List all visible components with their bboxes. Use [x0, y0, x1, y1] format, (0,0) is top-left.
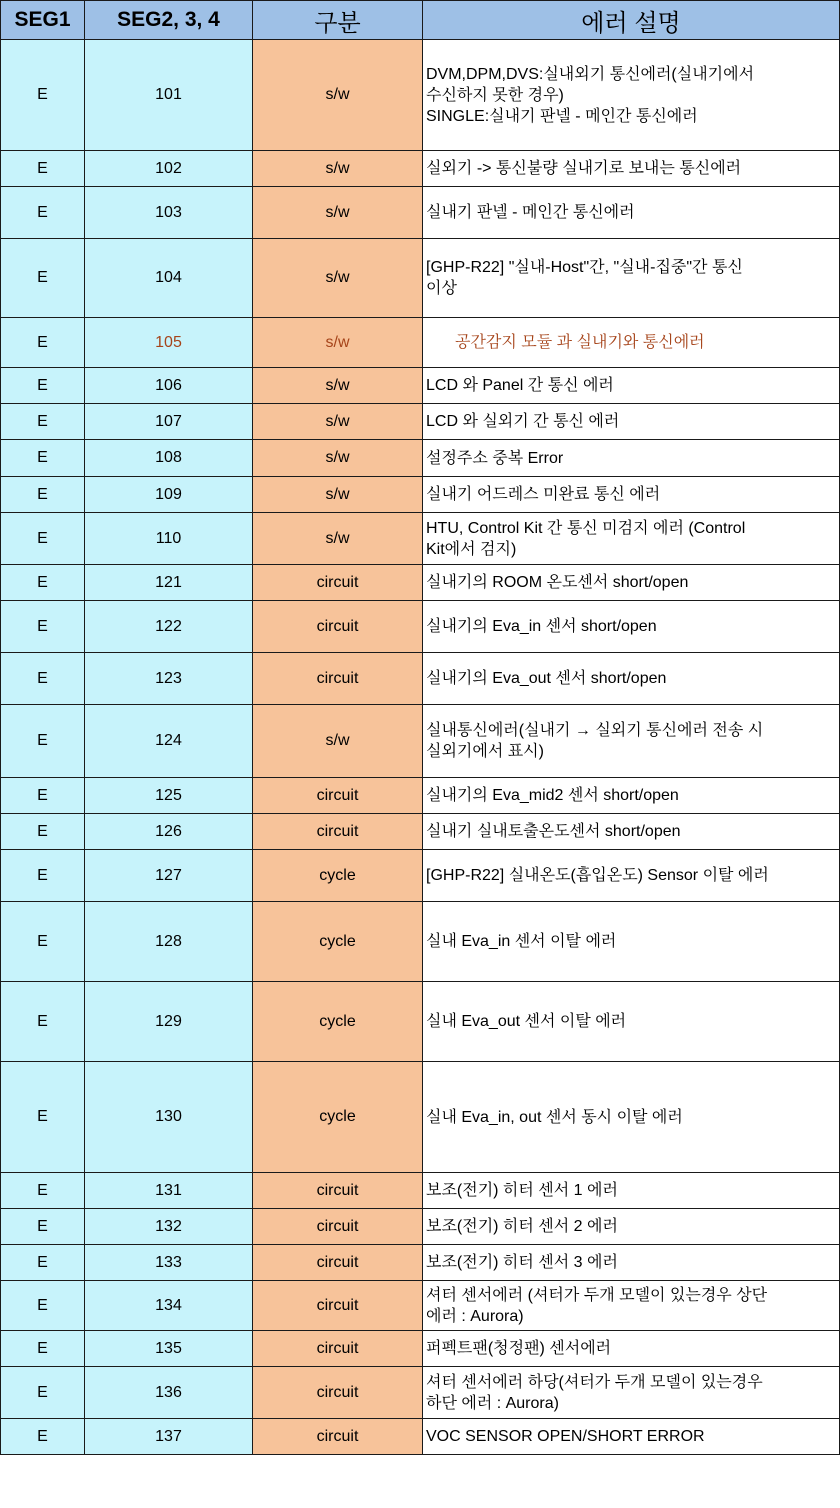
description-cell: 실내기 판넬 - 메인간 통신에러	[423, 187, 840, 239]
code-cell: 123	[85, 653, 253, 705]
description-cell: [GHP-R22] "실내-Host"간, "실내-집중"간 통신 이상	[423, 239, 840, 318]
seg1-cell: E	[1, 440, 85, 477]
category-cell: s/w	[253, 513, 423, 565]
seg1-cell: E	[1, 1245, 85, 1281]
description-cell: 퍼펙트팬(청정팬) 센서에러	[423, 1331, 840, 1367]
description-cell: 실내기의 Eva_mid2 센서 short/open	[423, 778, 840, 814]
description-cell: 실내기의 Eva_in 센서 short/open	[423, 601, 840, 653]
table-row	[1, 1209, 840, 1245]
category-cell: s/w	[253, 440, 423, 477]
description-cell: [GHP-R22] 실내온도(흡입온도) Sensor 이탈 에러	[423, 850, 840, 902]
description-cell: 셔터 센서에러 하당(셔터가 두개 모델이 있는경우 하단 에러 : Aurora)	[423, 1367, 840, 1419]
code-cell: 133	[85, 1245, 253, 1281]
category-cell: circuit	[253, 1245, 423, 1281]
category-cell: s/w	[253, 40, 423, 151]
header-seg1: SEG1	[1, 1, 85, 40]
code-cell: 106	[85, 368, 253, 404]
description-cell: 실내 Eva_out 센서 이탈 에러	[423, 982, 840, 1062]
code-cell: 125	[85, 778, 253, 814]
seg1-cell: E	[1, 368, 85, 404]
table-row	[1, 40, 840, 151]
code-cell: 110	[85, 513, 253, 565]
seg1-cell: E	[1, 1281, 85, 1331]
table-row	[1, 1173, 840, 1209]
table-row	[1, 318, 840, 368]
code-cell: 104	[85, 239, 253, 318]
category-cell: circuit	[253, 1419, 423, 1455]
description-cell: VOC SENSOR OPEN/SHORT ERROR	[423, 1419, 840, 1455]
code-cell: 103	[85, 187, 253, 239]
seg1-cell: E	[1, 1173, 85, 1209]
header-description: 에러 설명	[423, 1, 840, 40]
table-row	[1, 1419, 840, 1455]
category-cell: cycle	[253, 982, 423, 1062]
table-row	[1, 513, 840, 565]
category-cell: circuit	[253, 814, 423, 850]
category-cell: s/w	[253, 705, 423, 778]
code-cell: 134	[85, 1281, 253, 1331]
code-cell: 135	[85, 1331, 253, 1367]
code-cell: 109	[85, 477, 253, 513]
code-cell: 101	[85, 40, 253, 151]
category-cell: s/w	[253, 318, 423, 368]
category-cell: circuit	[253, 1367, 423, 1419]
table-row	[1, 850, 840, 902]
seg1-cell: E	[1, 239, 85, 318]
category-cell: s/w	[253, 187, 423, 239]
description-cell: 실내 Eva_in 센서 이탈 에러	[423, 902, 840, 982]
table-row	[1, 1331, 840, 1367]
code-cell: 122	[85, 601, 253, 653]
seg1-cell: E	[1, 513, 85, 565]
description-cell: 보조(전기) 히터 센서 2 에러	[423, 1209, 840, 1245]
header-category: 구분	[253, 1, 423, 40]
seg1-cell: E	[1, 565, 85, 601]
seg1-cell: E	[1, 902, 85, 982]
table-row	[1, 477, 840, 513]
seg1-cell: E	[1, 653, 85, 705]
table-row	[1, 653, 840, 705]
table-row	[1, 705, 840, 778]
table-row	[1, 565, 840, 601]
seg1-cell: E	[1, 705, 85, 778]
seg1-cell: E	[1, 1062, 85, 1173]
seg1-cell: E	[1, 982, 85, 1062]
description-cell: HTU, Control Kit 간 통신 미검지 에러 (Control Kit에서 검지)	[423, 513, 840, 565]
code-cell: 137	[85, 1419, 253, 1455]
seg1-cell: E	[1, 814, 85, 850]
description-cell: 실내기 어드레스 미완료 통신 에러	[423, 477, 840, 513]
category-cell: s/w	[253, 477, 423, 513]
description-cell: 보조(전기) 히터 센서 3 에러	[423, 1245, 840, 1281]
description-cell: LCD 와 실외기 간 통신 에러	[423, 404, 840, 440]
description-cell: 보조(전기) 히터 센서 1 에러	[423, 1173, 840, 1209]
seg1-cell: E	[1, 187, 85, 239]
table-row	[1, 778, 840, 814]
table-row	[1, 239, 840, 318]
category-cell: s/w	[253, 239, 423, 318]
category-cell: circuit	[253, 1331, 423, 1367]
description-cell: LCD 와 Panel 간 통신 에러	[423, 368, 840, 404]
code-cell: 129	[85, 982, 253, 1062]
description-cell: 실내기의 Eva_out 센서 short/open	[423, 653, 840, 705]
code-cell: 131	[85, 1173, 253, 1209]
table-row	[1, 187, 840, 239]
code-cell: 121	[85, 565, 253, 601]
seg1-cell: E	[1, 477, 85, 513]
code-cell: 105	[85, 318, 253, 368]
category-cell: circuit	[253, 653, 423, 705]
category-cell: cycle	[253, 850, 423, 902]
category-cell: s/w	[253, 404, 423, 440]
table-row	[1, 440, 840, 477]
description-cell: 실내통신에러(실내기 → 실외기 통신에러 전송 시 실외기에서 표시)	[423, 705, 840, 778]
seg1-cell: E	[1, 1367, 85, 1419]
seg1-cell: E	[1, 404, 85, 440]
description-cell: 실내기 실내토출온도센서 short/open	[423, 814, 840, 850]
category-cell: circuit	[253, 1209, 423, 1245]
table-row	[1, 902, 840, 982]
seg1-cell: E	[1, 318, 85, 368]
code-cell: 102	[85, 151, 253, 187]
code-cell: 124	[85, 705, 253, 778]
table-row	[1, 1245, 840, 1281]
table-row	[1, 404, 840, 440]
category-cell: cycle	[253, 902, 423, 982]
category-cell: cycle	[253, 1062, 423, 1173]
code-cell: 136	[85, 1367, 253, 1419]
code-cell: 127	[85, 850, 253, 902]
seg1-cell: E	[1, 151, 85, 187]
category-cell: s/w	[253, 368, 423, 404]
table-row	[1, 814, 840, 850]
code-cell: 128	[85, 902, 253, 982]
category-cell: circuit	[253, 1173, 423, 1209]
seg1-cell: E	[1, 778, 85, 814]
code-cell: 130	[85, 1062, 253, 1173]
description-cell: DVM,DPM,DVS:실내외기 통신에러(실내기에서 수신하지 못한 경우) SINGLE:실내기 판넬 - 메인간 통신에러	[423, 40, 840, 151]
table-row	[1, 1062, 840, 1173]
description-cell: 실외기 -> 통신불량 실내기로 보내는 통신에러	[423, 151, 840, 187]
code-cell: 132	[85, 1209, 253, 1245]
description-cell: 공간감지 모듈 과 실내기와 통신에러	[423, 318, 840, 368]
category-cell: circuit	[253, 565, 423, 601]
description-cell: 셔터 센서에러 (셔터가 두개 모델이 있는경우 상단 에러 : Aurora)	[423, 1281, 840, 1331]
table-row	[1, 1281, 840, 1331]
header-row	[1, 1, 840, 40]
table-row	[1, 1367, 840, 1419]
category-cell: circuit	[253, 778, 423, 814]
category-cell: s/w	[253, 151, 423, 187]
description-cell: 실내 Eva_in, out 센서 동시 이탈 에러	[423, 1062, 840, 1173]
seg1-cell: E	[1, 601, 85, 653]
category-cell: circuit	[253, 601, 423, 653]
table-row	[1, 601, 840, 653]
table-row	[1, 368, 840, 404]
seg1-cell: E	[1, 1209, 85, 1245]
description-cell: 설정주소 중복 Error	[423, 440, 840, 477]
table-row	[1, 151, 840, 187]
code-cell: 107	[85, 404, 253, 440]
code-cell: 108	[85, 440, 253, 477]
header-seg234: SEG2, 3, 4	[85, 1, 253, 40]
table-row	[1, 982, 840, 1062]
seg1-cell: E	[1, 1419, 85, 1455]
seg1-cell: E	[1, 40, 85, 151]
code-cell: 126	[85, 814, 253, 850]
seg1-cell: E	[1, 850, 85, 902]
seg1-cell: E	[1, 1331, 85, 1367]
description-cell: 실내기의 ROOM 온도센서 short/open	[423, 565, 840, 601]
category-cell: circuit	[253, 1281, 423, 1331]
